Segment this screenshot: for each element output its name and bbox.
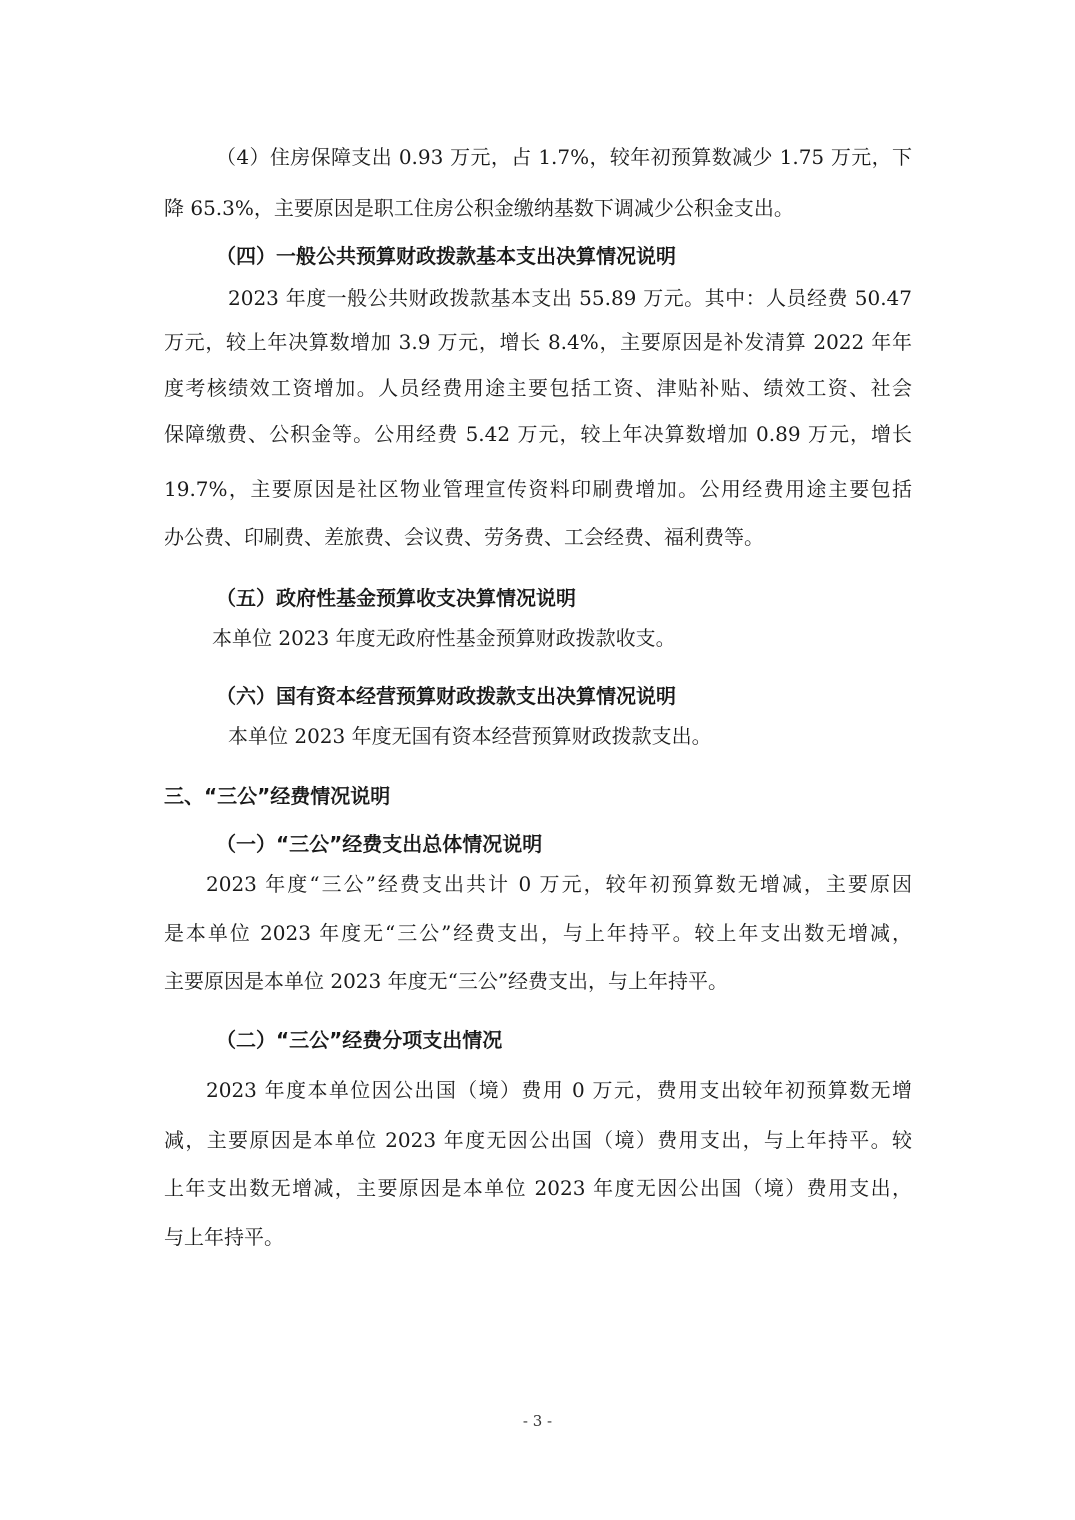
section-4-line-2: 万元，较上年决算数增加 3.9 万元，增长 8.4%，主要原因是补发清算 2022 年年	[164, 330, 912, 354]
section-5-heading: （五）政府性基金预算收支决算情况说明	[216, 586, 576, 610]
part-3-sub-2-line-3: 上年支出数无增减，主要原因是本单位 2023 年度无因公出国（境）费用支出，	[164, 1176, 912, 1200]
section-4-line-4: 保障缴费、公积金等。公用经费 5.42 万元，较上年决算数增加 0.89 万元，增长	[164, 422, 912, 446]
part-3-sub-1-heading: （一）“三公”经费支出总体情况说明	[216, 832, 543, 856]
page-number: - 3 -	[522, 1412, 553, 1430]
housing-line-1: （4）住房保障支出 0.93 万元，占 1.7%，较年初预算数减少 1.75 万元，下	[216, 145, 912, 169]
part-3-sub-1-line-3: 主要原因是本单位 2023 年度无“三公”经费支出，与上年持平。	[164, 969, 729, 993]
section-4-heading: （四）一般公共预算财政拨款基本支出决算情况说明	[216, 244, 676, 268]
part-3-sub-2-line-4: 与上年持平。	[164, 1225, 284, 1249]
section-5-text: 本单位 2023 年度无政府性基金预算财政拨款收支。	[212, 626, 676, 650]
section-4-line-6: 办公费、印刷费、差旅费、会议费、劳务费、工会经费、福利费等。	[164, 525, 764, 549]
housing-line-2: 降 65.3%，主要原因是职工住房公积金缴纳基数下调减少公积金支出。	[164, 196, 794, 220]
part-3-heading: 三、“三公”经费情况说明	[164, 784, 391, 808]
section-4-line-5: 19.7%，主要原因是社区物业管理宣传资料印刷费增加。公用经费用途主要包括	[164, 477, 912, 501]
part-3-sub-1-line-1: 2023 年度“三公”经费支出共计 0 万元，较年初预算数无增减，主要原因	[206, 872, 912, 896]
part-3-sub-2-line-2: 减，主要原因是本单位 2023 年度无因公出国（境）费用支出，与上年持平。较	[164, 1128, 912, 1152]
part-3-sub-1-line-2: 是本单位 2023 年度无“三公”经费支出，与上年持平。较上年支出数无增减，	[164, 921, 912, 945]
section-6-text: 本单位 2023 年度无国有资本经营预算财政拨款支出。	[228, 724, 712, 748]
section-4-line-1: 2023 年度一般公共财政拨款基本支出 55.89 万元。其中：人员经费 50.47	[228, 286, 912, 310]
part-3-sub-2-heading: （二）“三公”经费分项支出情况	[216, 1028, 503, 1052]
section-4-line-3: 度考核绩效工资增加。人员经费用途主要包括工资、津贴补贴、绩效工资、社会	[164, 376, 912, 400]
section-6-heading: （六）国有资本经营预算财政拨款支出决算情况说明	[216, 684, 676, 708]
part-3-sub-2-line-1: 2023 年度本单位因公出国（境）费用 0 万元，费用支出较年初预算数无增	[206, 1078, 912, 1102]
